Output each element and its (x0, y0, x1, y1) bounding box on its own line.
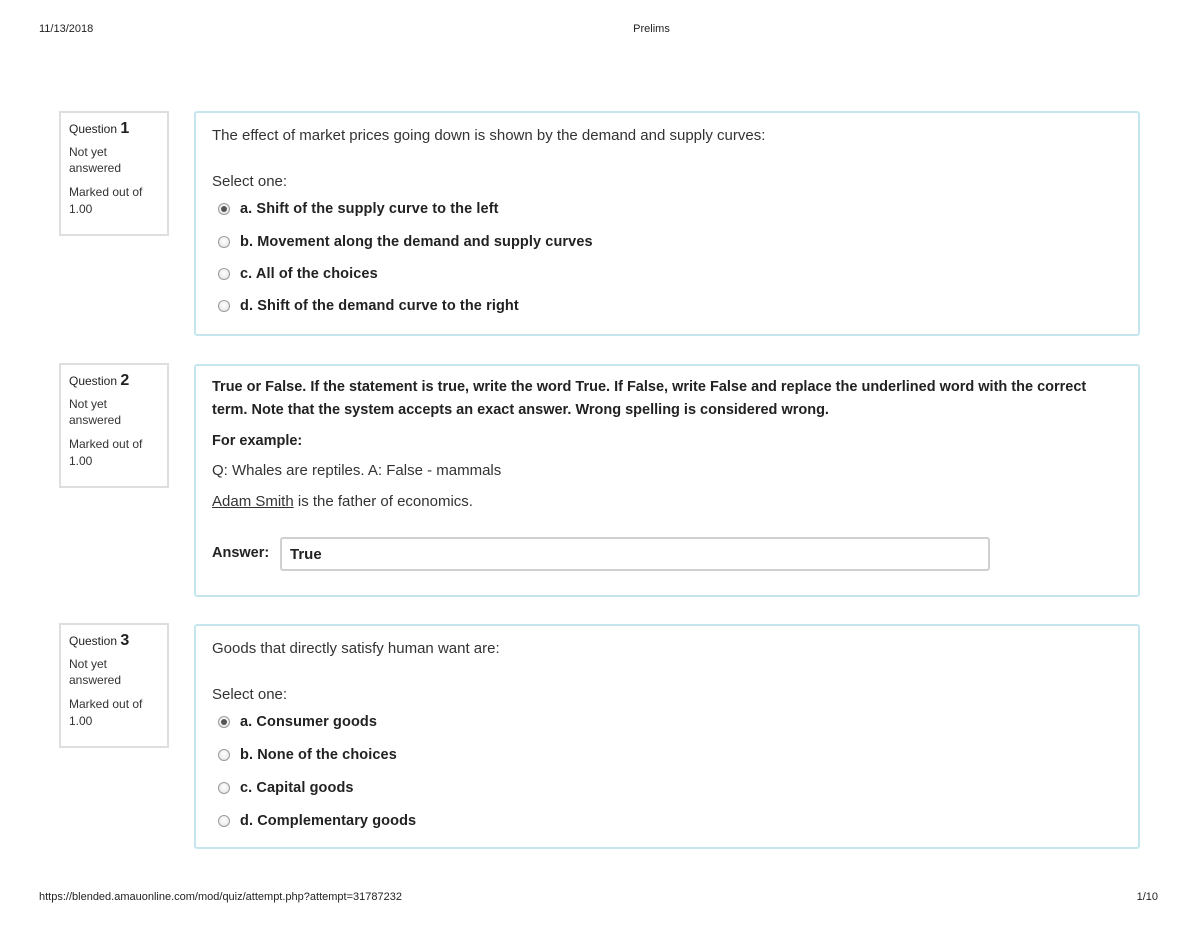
example-heading: For example: (212, 433, 303, 449)
option-label: a. Shift of the supply curve to the left (240, 201, 499, 217)
question-instructions: True or False. If the statement is true, write the word True. If False, write False and replace the underlined word with the correct term. Note that the system accepts an exact answer. Wrong spelling is considered wrong. (212, 379, 1087, 418)
select-one-prompt: Select one: (212, 686, 288, 703)
radio-button-checked[interactable] (218, 716, 230, 728)
select-one-prompt: Select one: (212, 173, 288, 190)
statement-rest: is the father of economics. (293, 493, 473, 510)
answer-option-a[interactable] (218, 199, 499, 219)
question-label: Question (69, 122, 118, 136)
answer-option-b[interactable] (218, 232, 593, 252)
radio-button[interactable] (218, 815, 230, 827)
example-text: Q: Whales are reptiles. A: False - mammals (212, 462, 502, 479)
question-info-1 (59, 111, 169, 236)
question-number-value: 3 (120, 632, 130, 649)
question-number-value: 1 (120, 120, 130, 137)
option-label: b. Movement along the demand and supply curves (240, 234, 593, 250)
answer-option-a[interactable] (218, 712, 377, 732)
page-title: Prelims (633, 23, 670, 35)
question-state: Not yet answered (69, 144, 122, 176)
question-number (69, 120, 159, 138)
option-label: a. Consumer goods (240, 714, 378, 730)
answer-label: Answer: (212, 545, 270, 561)
question-text: Goods that directly satisfy human want are: (212, 640, 500, 657)
print-date: 11/13/2018 (39, 23, 94, 35)
radio-button[interactable] (218, 749, 230, 761)
underlined-term: Adam Smith (212, 493, 294, 510)
answer-option-c[interactable] (218, 264, 378, 284)
question-info-3 (59, 623, 169, 748)
question-text: The effect of market prices going down is shown by the demand and supply curves: (212, 127, 766, 144)
question-label: Question (69, 374, 118, 388)
question-state: Not yet answered (69, 396, 122, 428)
answer-option-d[interactable] (218, 296, 519, 316)
statement-text (212, 493, 473, 510)
radio-button[interactable] (218, 782, 230, 794)
question-state: Not yet answered (69, 656, 122, 688)
question-content-3 (194, 624, 1140, 849)
answer-option-d[interactable] (218, 811, 416, 831)
option-label: d. Shift of the demand curve to the right (240, 298, 519, 314)
page-number: 1/10 (1136, 891, 1158, 903)
radio-button-checked[interactable] (218, 203, 230, 215)
question-info-2 (59, 363, 169, 488)
page-url: https://blended.amauonline.com/mod/quiz/attempt.php?attempt=31787232 (39, 891, 402, 903)
question-grade: Marked out of 1.00 (69, 697, 143, 728)
question-number (69, 372, 159, 390)
question-content-2 (194, 364, 1140, 597)
answer-input[interactable] (280, 537, 990, 571)
option-label: c. Capital goods (240, 780, 354, 796)
radio-button[interactable] (218, 236, 230, 248)
radio-button[interactable] (218, 300, 230, 312)
option-label: d. Complementary goods (240, 813, 417, 829)
answer-option-b[interactable] (218, 745, 397, 765)
answer-option-c[interactable] (218, 778, 354, 798)
question-number-value: 2 (120, 372, 130, 389)
question-grade: Marked out of 1.00 (69, 437, 143, 468)
option-label: c. All of the choices (240, 266, 378, 282)
question-grade: Marked out of 1.00 (69, 185, 143, 216)
option-label: b. None of the choices (240, 747, 397, 763)
radio-button[interactable] (218, 268, 230, 280)
question-content-1 (194, 111, 1140, 336)
question-number (69, 632, 159, 650)
question-label: Question (69, 634, 118, 648)
